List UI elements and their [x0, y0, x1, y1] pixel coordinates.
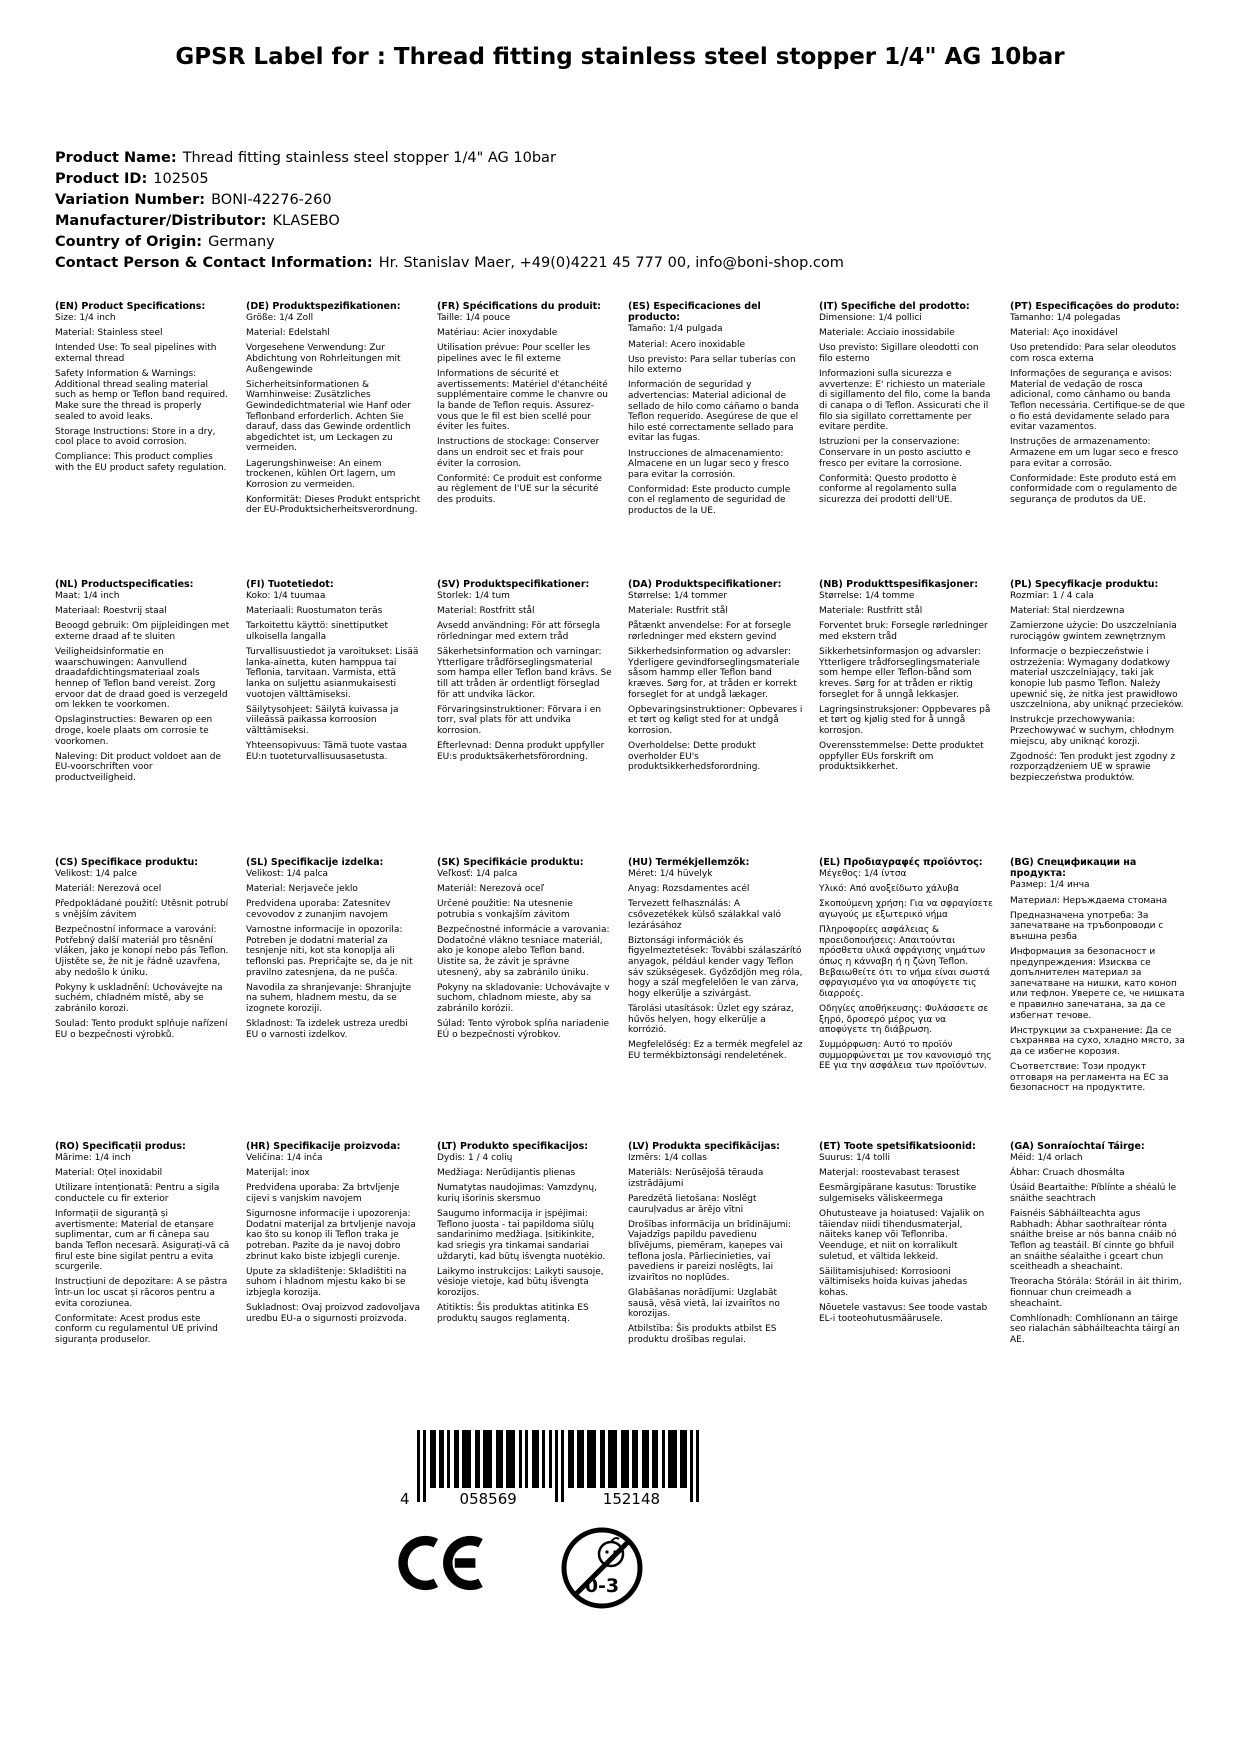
spec-compliance: Sukladnost: Ovaj proizvod zadovoljava uredbu EU-a o sigurnosti proizvoda.	[246, 1303, 420, 1324]
lang-block-header: (LV) Produkta specifikācijas:	[628, 1141, 780, 1152]
spec-compliance: Naleving: Dit product voldoet aan de EU-voorschriften voor productveiligheid.	[55, 751, 222, 783]
spec-intended-use: Zamierzone użycie: Do uszczelniania rurociągów gwintem zewnętrznym	[1010, 621, 1177, 643]
spec-intended-use: Numatytas naudojimas: Vamzdynų, kurių išorinis skersmuo	[437, 1183, 597, 1205]
meta-contact	[55, 253, 1155, 274]
spec-intended-use: Utilizare intenționată: Pentru a sigila conductele cu fir exterior	[55, 1183, 220, 1205]
meta-country-of-origin	[55, 232, 1155, 253]
product-meta	[55, 148, 1155, 274]
lang-block	[246, 857, 421, 1141]
lang-block-header: (HR) Specifikacije proizvoda:	[246, 1141, 401, 1152]
lang-block	[437, 1141, 612, 1433]
spec-size: Rozmiar: 1 / 4 cala	[1010, 591, 1094, 602]
spec-storage: Instrucțiuni de depozitare: A se păstra într-un loc uscat și răcoros pentru a evita coroziunea.	[55, 1277, 228, 1309]
spec-size: Méid: 1/4 orlach	[1010, 1153, 1083, 1164]
spec-compliance: Съответствие: Този продукт отговаря на регламента на ЕС за безопасност на продуктите.	[1010, 1062, 1169, 1094]
spec-size: Størrelse: 1/4 tomme	[819, 591, 915, 602]
spec-size: Μέγεθος: 1/4 ίντσα	[819, 869, 907, 880]
spec-size: Tamaño: 1/4 pulgada	[628, 324, 723, 335]
spec-size: Размер: 1/4 инча	[1010, 880, 1090, 891]
spec-compliance: Efterlevnad: Denna produkt uppfyller EU:s produktsäkerhetsförordning.	[437, 741, 605, 762]
spec-material: Material: Acero inoxidable	[628, 339, 746, 350]
spec-size: Dimensione: 1/4 pollici	[819, 313, 922, 324]
spec-compliance: Súlad: Tento výrobok spĺňa nariadenie EÚ o bezpečnosti výrobkov.	[437, 1019, 610, 1040]
spec-material: Material: Oțel inoxidabil	[55, 1168, 163, 1179]
meta-value: BONI-42276-260	[211, 192, 332, 209]
spec-safety: Biztonsági információk és figyelmeztetések: További szálaszárító anyagok, például kender vagy Teflon sáv szükségesek. Győződjön meg róla, hogy a szál megfelelően le van zárva, hogy elkerülje a szivárgást.	[628, 935, 803, 999]
spec-safety: Bezpečnostní informace a varování: Potřebný další materiál pro těsnění vláken, jako je konopí nebo pás Teflon. Ujistěte se, že nit je řádně uzavřena, aby nedošlo k úniku.	[55, 925, 229, 978]
lang-block	[819, 1141, 994, 1433]
lang-block-header: (FR) Spécifications du produit:	[437, 301, 601, 312]
lang-block	[437, 301, 612, 579]
spec-intended-use: Avsedd användning: För att försegla rörledningar med extern tråd	[437, 621, 601, 643]
lang-block-header: (NB) Produkttspesifikasjoner:	[819, 579, 979, 590]
spec-compliance: Zgodność: Ten produkt jest zgodny z rozporządzeniem UE w sprawie bezpieczeństwa produktów.	[1010, 751, 1176, 783]
spec-intended-use: Предназначена употреба: За запечатване на тръбопроводи с външна резба	[1010, 910, 1164, 942]
spec-storage: Navodila za shranjevanje: Shranjujte na suhem, hladnem mestu, da se izognete koroziji.	[246, 982, 412, 1014]
spec-compliance: Soulad: Tento produkt splňuje nařízení EU o bezpečnosti výrobků.	[55, 1019, 228, 1040]
lang-block-header: (GA) Sonraíochtaí Táirge:	[1010, 1141, 1145, 1152]
spec-storage: Pokyny k uskladnění: Uchovávejte na suchém, chladném místě, aby se zabránilo korozi.	[55, 982, 223, 1014]
spec-size: Taille: 1/4 pouce	[437, 313, 511, 324]
barcode-digits	[417, 1490, 704, 1508]
spec-grid	[55, 301, 1187, 1433]
barcode-main	[417, 1430, 704, 1508]
spec-storage: Инструкции за съхранение: Да се съхранява на сухо, хладно място, за да се избегне корозия.	[1010, 1025, 1185, 1057]
lang-block	[55, 301, 230, 579]
lang-block-header: (PL) Specyfikacje produktu:	[1010, 579, 1159, 590]
spec-storage: Istruzioni per la conservazione: Conservare in un posto asciutto e fresco per evitare la corrosione.	[819, 437, 971, 469]
spec-compliance: Overensstemmelse: Dette produktet oppfyller EUs forskrift om produktsikkerhet.	[819, 741, 984, 773]
lang-block	[246, 1141, 421, 1433]
meta-manufacturer	[55, 211, 1155, 232]
spec-intended-use: Σκοπούμενη χρήση: Για να σφραγίσετε αγωγούς με εξωτερικό νήμα	[819, 899, 993, 921]
spec-intended-use: Paredzētā lietošana: Noslēgt cauruļvadus ar ārējo vītni	[628, 1194, 757, 1215]
ce-mark-icon	[398, 1534, 484, 1596]
spec-compliance: Yhteensopivuus: Tämä tuote vastaa EU:n tuoteturvallisuusasetusta.	[246, 741, 408, 762]
spec-safety: Información de seguridad y advertencias: Material adicional de sellado de hilo como cáñamo o banda Teflon requerido. Asegúrese de que el hilo esté correctamente sellado para evitar las fugas.	[628, 380, 799, 444]
spec-storage: Storage Instructions: Store in a dry, cool place to avoid corrosion.	[55, 426, 216, 448]
spec-size: Größe: 1/4 Zoll	[246, 313, 314, 324]
meta-value: KLASEBO	[272, 213, 340, 230]
age-warning-text: 0-3	[584, 1575, 620, 1597]
spec-material: Material: Aço inoxidável	[1010, 328, 1118, 339]
spec-size: Velikost: 1/4 palce	[55, 869, 138, 880]
spec-size: Veľkosť: 1/4 palca	[437, 869, 518, 880]
spec-safety: Safety Information & Warnings: Additional thread sealing material such as hemp or Teflon band required. Make sure the thread is properly sealed to avoid leaks.	[55, 369, 228, 422]
lang-block	[437, 579, 612, 857]
spec-material: Material: Edelstahl	[246, 328, 330, 339]
spec-material: Materiál: Nerezová oceľ	[437, 884, 545, 895]
spec-intended-use: Úsáid Beartaithe: Píblínte a shéalú le snáithe seachtrach	[1010, 1183, 1177, 1205]
ean-barcode	[400, 1430, 703, 1508]
spec-storage: Pokyny na skladovanie: Uchovávajte v suchom, chladnom mieste, aby sa zabránilo korózii.	[437, 982, 610, 1014]
spec-safety: Πληροφορίες ασφάλειας & προειδοποιήσεις: Απαιτούνται πρόσθετα υλικά σφράγισης νημάτων όπως η κάνναβη ή η ζώνη Teflon. Βεβαιωθείτε ότι το νήμα είναι σωστά σφραγισμένο για να αποφύγετε τις διαρροές.	[819, 925, 990, 999]
lang-block	[55, 1141, 230, 1433]
spec-material: Matériau: Acier inoxydable	[437, 328, 558, 339]
meta-label: Variation Number:	[55, 192, 206, 209]
lang-block-header: (IT) Specifiche del prodotto:	[819, 301, 970, 312]
spec-storage: Upute za skladištenje: Skladištiti na suhom i hladnom mjestu kako bi se izbjegla korozija.	[246, 1266, 407, 1298]
lang-block	[1010, 579, 1185, 857]
spec-compliance: Skladnost: Ta izdelek ustreza uredbi EU o varnosti izdelkov.	[246, 1019, 408, 1040]
spec-intended-use: Určené použitie: Na utesnenie potrubia s vonkajším závitom	[437, 899, 573, 921]
spec-compliance: Comhlíonadh: Comhlíonann an táirge seo rialachán sábháilteachta táirgí an AE.	[1010, 1313, 1180, 1345]
meta-variation-number	[55, 190, 1155, 211]
spec-size: Dydis: 1 / 4 colių	[437, 1153, 513, 1164]
spec-size: Mărime: 1/4 inch	[55, 1153, 131, 1164]
spec-size: Maat: 1/4 inch	[55, 591, 120, 602]
lang-block	[1010, 1141, 1185, 1433]
lang-block-header: (NL) Productspecificaties:	[55, 579, 194, 590]
lang-block	[55, 579, 230, 857]
spec-material: Materjal: roostevabast terasest	[819, 1168, 960, 1179]
lang-block-header: (PT) Especificações do produto:	[1010, 301, 1180, 312]
page-title: GPSR Label for : Thread fitting stainless steel stopper 1/4" AG 10bar	[175, 44, 1065, 70]
lang-block-header: (SV) Produktspecifikationer:	[437, 579, 590, 590]
lang-block-header: (CS) Specifikace produktu:	[55, 857, 199, 868]
spec-storage: Lagringsinstruksjoner: Oppbevares på et tørt og kjølig sted for å unngå korrosjon.	[819, 704, 991, 736]
spec-intended-use: Tervezett felhasználás: A csővezetékek külső szálakkal való lezárásához	[628, 899, 781, 931]
spec-material: Материал: Неръждаема стомана	[1010, 895, 1168, 906]
spec-size: Suurus: 1/4 tolli	[819, 1153, 890, 1164]
spec-storage: Tárolási utasítások: Üzlet egy száraz, hűvös helyen, hogy elkerülje a korrózió.	[628, 1003, 794, 1036]
spec-safety: Informacje o bezpieczeństwie i ostrzeżenia: Wymagany dodatkowy materiał uszczelniający, taki jak konopie lub pasmo Teflon. Należy upewnić się, że nitka jest prawidłowo uszczelniona, aby uniknąć przecieków.	[1010, 647, 1184, 711]
lang-block-header: (HU) Termékjellemzők:	[628, 857, 750, 868]
spec-safety: Sikkerhedsinformation og advarsler: Yderligere gevindforseglingsmateriale såsom hammp eller Teflon band kræves. Sørg for, at tråden er korrekt forseglet for at undgå lækager.	[628, 647, 800, 700]
spec-material: Medžiaga: Nerūdijantis plienas	[437, 1168, 576, 1179]
spec-safety: Säkerhetsinformation och varningar: Ytterligare trådförseglingsmaterial som hampa eller Teflon band krävs. Se till att tråden är ordentligt förseglad för att undvika läckor.	[437, 647, 612, 700]
spec-size: Storlek: 1/4 tum	[437, 591, 510, 602]
meta-value: 102505	[153, 171, 209, 188]
spec-safety: Sicherheitsinformationen & Warnhinweise: Zusätzliches Gewindedichtmaterial wie Hanf oder Teflonband erforderlich. Achten Sie darauf, dass das Gewinde ordentlich abgedichtet ist, um Leckagen zu vermeiden.	[246, 379, 411, 454]
spec-safety: Ohutusteave ja hoiatused: Vajalik on täiendav niidi tihendusmaterjal, näiteks kanep või Teflonriba. Veenduge, et niit on korralikult suletud, et vältida lekkeid.	[819, 1209, 985, 1262]
barcode-group-2: 152148	[597, 1490, 666, 1508]
lang-block	[628, 301, 803, 579]
spec-material: Material: Rostfritt stål	[437, 606, 535, 617]
lang-block-header: (EL) Προδιαγραφές προϊόντος:	[819, 857, 983, 868]
lang-block	[819, 301, 994, 579]
spec-intended-use: Beoogd gebruik: Om pijpleidingen met externe draad af te sluiten	[55, 621, 230, 643]
spec-intended-use: Uso previsto: Para sellar tuberías con hilo externo	[628, 354, 796, 376]
spec-storage: Treoracha Stórála: Stóráil in áit thirim, fionnuar chun creimeadh a sheachaint.	[1010, 1277, 1182, 1309]
spec-intended-use: Předpokládané použití: Utěsnit potrubí s vnějším závitem	[55, 899, 229, 921]
spec-storage: Förvaringsinstruktioner: Förvara i en torr, sval plats för att undvika korrosion.	[437, 704, 602, 736]
spec-size: Koko: 1/4 tuumaa	[246, 591, 326, 602]
spec-material: Ábhar: Cruach dhosmálta	[1010, 1168, 1125, 1179]
spec-storage: Säilitamisjuhised: Korrosiooni vältimiseks hoida kuivas jahedas kohas.	[819, 1266, 968, 1298]
spec-storage: Οδηγίες αποθήκευσης: Φυλάσσετε σε ξηρό, δροσερό μέρος για να αποφύγετε τη διάβρωση.	[819, 1003, 989, 1036]
meta-value: Hr. Stanislav Maer, +49(0)4221 45 777 00, info@boni-shop.com	[378, 255, 844, 272]
lang-block-header: (DA) Produktspecifikationer:	[628, 579, 782, 590]
spec-intended-use: Intended Use: To seal pipelines with external thread	[55, 343, 217, 365]
spec-intended-use: Predviđena uporaba: Za brtvljenje cijevi s vanjskim navojem	[246, 1183, 400, 1205]
meta-label: Manufacturer/Distributor:	[55, 213, 267, 230]
meta-value: Thread fitting stainless steel stopper 1/4" AG 10bar	[182, 150, 556, 166]
spec-compliance: Atbilstība: Šis produkts atbilst ES produktu drošības regulai.	[628, 1324, 777, 1345]
spec-material: Materiale: Acciaio inossidabile	[819, 328, 955, 339]
spec-material: Material: Nerjaveče jeklo	[246, 884, 358, 895]
spec-storage: Säilytysohjeet: Säilytä kuivassa ja viileässä paikassa korroosion välttämiseksi.	[246, 704, 399, 736]
spec-size: Tamanho: 1/4 polegadas	[1010, 313, 1121, 324]
spec-compliance: Megfelelőség: Ez a termék megfelel az EU termékbiztonsági rendeletének.	[628, 1040, 803, 1061]
spec-safety: Veiligheidsinformatie en waarschuwingen: Aanvullend draadafdichtingsmateriaal zoals hennep of Teflon band vereist. Zorg ervoor dat de draad goed is verzegeld om lekken te voorkomen.	[55, 647, 228, 711]
spec-safety: Drošības informācija un brīdinājumi: Vajadzīgs papildu pavedienu blīvējums, piemēram, kaņepes vai teflona josla. Pārliecinieties, vai pavediens ir pareizi noslēgts, lai izvairītos no noplūdes.	[628, 1219, 792, 1283]
meta-label: Product ID:	[55, 171, 148, 188]
spec-material: Material: Stainless steel	[55, 328, 163, 339]
lang-block	[628, 1141, 803, 1433]
spec-intended-use: Uso previsto: Sigillare oleodotti con filo esterno	[819, 343, 979, 365]
lang-block	[1010, 301, 1185, 579]
spec-material: Materijal: inox	[246, 1168, 310, 1179]
lang-block	[437, 857, 612, 1141]
spec-storage: Instrucciones de almacenamiento: Almacene en un lugar seco y fresco para evitar la corrosión.	[628, 448, 789, 480]
spec-size: Størrelse: 1/4 tommer	[628, 591, 728, 602]
spec-compliance: Atitiktis: Šis produktas atitinka ES produktų saugos reglamentą.	[437, 1303, 589, 1324]
spec-size: Velikost: 1/4 palca	[246, 869, 329, 880]
spec-safety: Faisnéis Sábháilteachta agus Rabhadh: Ábhar saothraítear rónta snáithe breise ar nós banna cnáib nó Teflon ag teastáil. Bí cinnte go bhfuil an snáithe séalaithe i gceart chun sceitheadh a sheachaint.	[1010, 1209, 1177, 1273]
spec-material: Materiaali: Ruostumaton teräs	[246, 606, 383, 617]
spec-material: Materiaal: Roestvrij staal	[55, 606, 167, 617]
lang-block-header: (FI) Tuotetiedot:	[246, 579, 334, 590]
spec-storage: Opbevaringsinstruktioner: Opbevares i et tørt og køligt sted for at undgå korrosion.	[628, 704, 803, 736]
spec-intended-use: Forventet bruk: Forsegle rørledninger med ekstern tråd	[819, 621, 988, 643]
spec-intended-use: Utilisation prévue: Pour sceller les pipelines avec le fil externe	[437, 343, 591, 365]
spec-material: Materiale: Rustfrit stål	[628, 606, 728, 617]
spec-safety: Informazioni sulla sicurezza e avvertenze: E' richiesto un materiale di sigillamento del filo, come la banda di canapa o di Teflon. Assicurati che il filo sia sigillato correttamente per evitare perdite.	[819, 369, 991, 433]
spec-material: Υλικό: Από ανοξείδωτο χάλυβα	[819, 884, 960, 895]
spec-safety: Информация за безопасност и предупреждения: Изисква се допълнителен материал за запечатване на нишки, като коноп или тефлон. Уверете се, че нишката е правилно запечатана, за да се избегнат течове.	[1010, 946, 1185, 1021]
lang-block	[819, 579, 994, 857]
spec-compliance: Conformité: Ce produit est conforme au règlement de l'UE sur la sécurité des produits.	[437, 473, 602, 505]
spec-intended-use: Uso pretendido: Para selar oleodutos com rosca externa	[1010, 343, 1177, 365]
spec-storage: Instrukcje przechowywania: Przechowywać w suchym, chłodnym miejscu, aby uniknąć korozji.	[1010, 715, 1175, 747]
spec-safety: Informações de segurança e avisos: Material de vedação de rosca adicional, como cânhamo ou banda Teflon necessária. Certifique-se de que o fio está devidamente selado para evitar vazamentos.	[1010, 369, 1185, 433]
spec-intended-use: Eesmärgipärane kasutus: Torustike sulgemiseks väliskeermega	[819, 1183, 977, 1205]
meta-product-name	[55, 148, 1155, 169]
spec-storage: Laikymo instrukcijos: Laikyti sausoje, vėsioje vietoje, kad būtų išvengta korozijos.	[437, 1266, 604, 1298]
lang-block-header: (EN) Product Specifications:	[55, 301, 206, 312]
spec-size: Méret: 1/4 hüvelyk	[628, 869, 713, 880]
spec-compliance: Overholdelse: Dette produkt overholder EU's produktsikkerhedsforordning.	[628, 741, 761, 773]
meta-value: Germany	[208, 234, 275, 251]
lang-block-header: (LT) Produkto specifikacijos:	[437, 1141, 589, 1152]
spec-compliance: Nõuetele vastavus: See toode vastab EL-i tooteohutusmäärusele.	[819, 1303, 988, 1324]
spec-compliance: Conformitate: Acest produs este conform cu regulamentul UE privind siguranța produselor.	[55, 1313, 218, 1345]
spec-size: Size: 1/4 inch	[55, 313, 116, 324]
lang-block	[246, 301, 421, 579]
spec-compliance: Conformidade: Este produto está em conformidade com o regulamento de segurança de produtos da UE.	[1010, 473, 1178, 505]
meta-label: Country of Origin:	[55, 234, 203, 251]
lang-block	[628, 857, 803, 1141]
lang-block	[819, 857, 994, 1141]
spec-storage: Instruções de armazenamento: Armazene em um lugar seco e fresco para evitar a corrosão.	[1010, 437, 1179, 469]
spec-compliance: Konformität: Dieses Produkt entspricht der EU-Produktsicherheitsverordnung.	[246, 494, 421, 516]
spec-size: Veličina: 1/4 inča	[246, 1153, 323, 1164]
lang-block-header: (ET) Toote spetsifikatsioonid:	[819, 1141, 976, 1152]
meta-label: Product Name:	[55, 150, 177, 166]
spec-safety: Saugumo informacija ir įspėjimai: Teflono juosta - tai papildoma siūlų sandarinimo medžiaga. Įsitikinkite, kad sriegis yra tinkamai sandariai uždaryti, kad būtų išvengta nuotėkio.	[437, 1209, 606, 1262]
spec-material: Anyag: Rozsdamentes acél	[628, 884, 750, 895]
lang-block-header: (BG) Спецификации на продукта:	[1010, 857, 1137, 880]
lang-block	[1010, 857, 1185, 1141]
spec-intended-use: Tarkoitettu käyttö: sinettiputket ulkoisella langalla	[246, 621, 389, 643]
spec-safety: Sikkerhetsinformasjon og advarsler: Ytterligere trådforseglingsmateriale som hempe eller Teflon-bånd som kreves. Sørg for at tråden er riktig forseglet for å unngå lekkasjer.	[819, 647, 981, 700]
spec-intended-use: Predvidena uporaba: Zatesnitev cevovodov z zunanjim navojem	[246, 899, 391, 921]
spec-storage: Opslaginstructies: Bewaren op een droge, koele plaats om corrosie te voorkomen.	[55, 715, 213, 747]
lang-block-header: (DE) Produktspezifikationen:	[246, 301, 401, 312]
lang-block-header: (ES) Especificaciones del producto:	[628, 301, 761, 324]
lang-block-header: (SL) Specifikacije izdelka:	[246, 857, 384, 868]
meta-product-id	[55, 169, 1155, 190]
spec-safety: Informații de siguranță și avertismente: Material de etanșare suplimentar, cum ar fi cânepa sau banda Teflon necesară. Asigurați-vă că firul este bine sigilat pentru a evita scurgerile.	[55, 1209, 230, 1273]
spec-intended-use: Påtænkt anvendelse: For at forsegle rørledninger med ekstern gevind	[628, 621, 792, 643]
spec-size: Izmērs: 1/4 collas	[628, 1153, 707, 1164]
barcode-group-1: 058569	[454, 1490, 523, 1508]
spec-safety: Informations de sécurité et avertissements: Matériel d'étanchéité supplémentaire comme le chanvre ou la bande de Teflon requis. Assurez-vous que le fil est bien scellé pour éviter les fuites.	[437, 369, 608, 433]
spec-compliance: Conformidad: Este producto cumple con el reglamento de seguridad de productos de la UE.	[628, 484, 791, 517]
lang-block	[55, 857, 230, 1141]
spec-safety: Varnostne informacije in opozorila: Potreben je dodatni material za tesnjenje niti, kot sta konoplja ali teflonski pas. Prepričajte se, da je nit pravilno zatesnjena, da ne pušča.	[246, 925, 413, 978]
spec-material: Materiale: Rustfritt stål	[819, 606, 923, 617]
lang-block-header: (SK) Špecifikácie produktu:	[437, 857, 584, 868]
spec-storage: Glabāšanas norādījumi: Uzglabāt sausā, vēsā vietā, lai izvairītos no korozijas.	[628, 1287, 780, 1320]
lang-block	[628, 579, 803, 857]
spec-intended-use: Vorgesehene Verwendung: Zur Abdichtung von Rohrleitungen mit Außengewinde	[246, 343, 401, 375]
meta-label: Contact Person & Contact Information:	[55, 255, 373, 272]
lang-block	[246, 579, 421, 857]
spec-safety: Sigurnosne informacije i upozorenja: Dodatni materijal za brtvljenje navoja kao što su konop ili Teflon traka je potreban. Pazite da je navoj dobro zbrinut kako biste izbjegli curenje.	[246, 1209, 416, 1262]
spec-material: Materiāls: Nerūsējošā tērauda izstrādājumi	[628, 1168, 764, 1189]
spec-compliance: Conformità: Questo prodotto è conforme al regolamento sulla sicurezza dei prodotti dell'UE.	[819, 473, 957, 505]
barcode-left-digit: 4	[400, 1490, 410, 1508]
spec-storage: Lagerungshinweise: An einem trockenen, kühlen Ort lagern, um Korrosion zu vermeiden.	[246, 458, 396, 490]
spec-material: Materiał: Stal nierdzewna	[1010, 606, 1125, 617]
spec-compliance: Συμμόρφωση: Αυτό το προϊόν συμμορφώνεται με τον κανονισμό της ΕΕ για την ασφάλεια των προϊόντων.	[819, 1040, 992, 1072]
spec-material: Materiál: Nerezová ocel	[55, 884, 162, 895]
age-warning-icon	[558, 1524, 646, 1616]
spec-safety: Bezpečnostné informácie a varovania: Dodatočné vlákno tesniace materiál, ako je konope alebo Teflon band. Uistite sa, že závit je správne utesnený, aby sa zabránilo úniku.	[437, 925, 610, 978]
lang-block-header: (RO) Specificații produs:	[55, 1141, 186, 1152]
spec-storage: Instructions de stockage: Conserver dans un endroit sec et frais pour éviter la corrosion.	[437, 437, 600, 469]
spec-safety: Turvallisuustiedot ja varoitukset: Lisää lanka-ainetta, kuten hamppua tai Teflonia, tarvitaan. Varmista, että lanka on suljettu asianmukaisesti vuotojen välttämiseksi.	[246, 647, 419, 700]
spec-compliance: Compliance: This product complies with the EU product safety regulation.	[55, 452, 227, 474]
